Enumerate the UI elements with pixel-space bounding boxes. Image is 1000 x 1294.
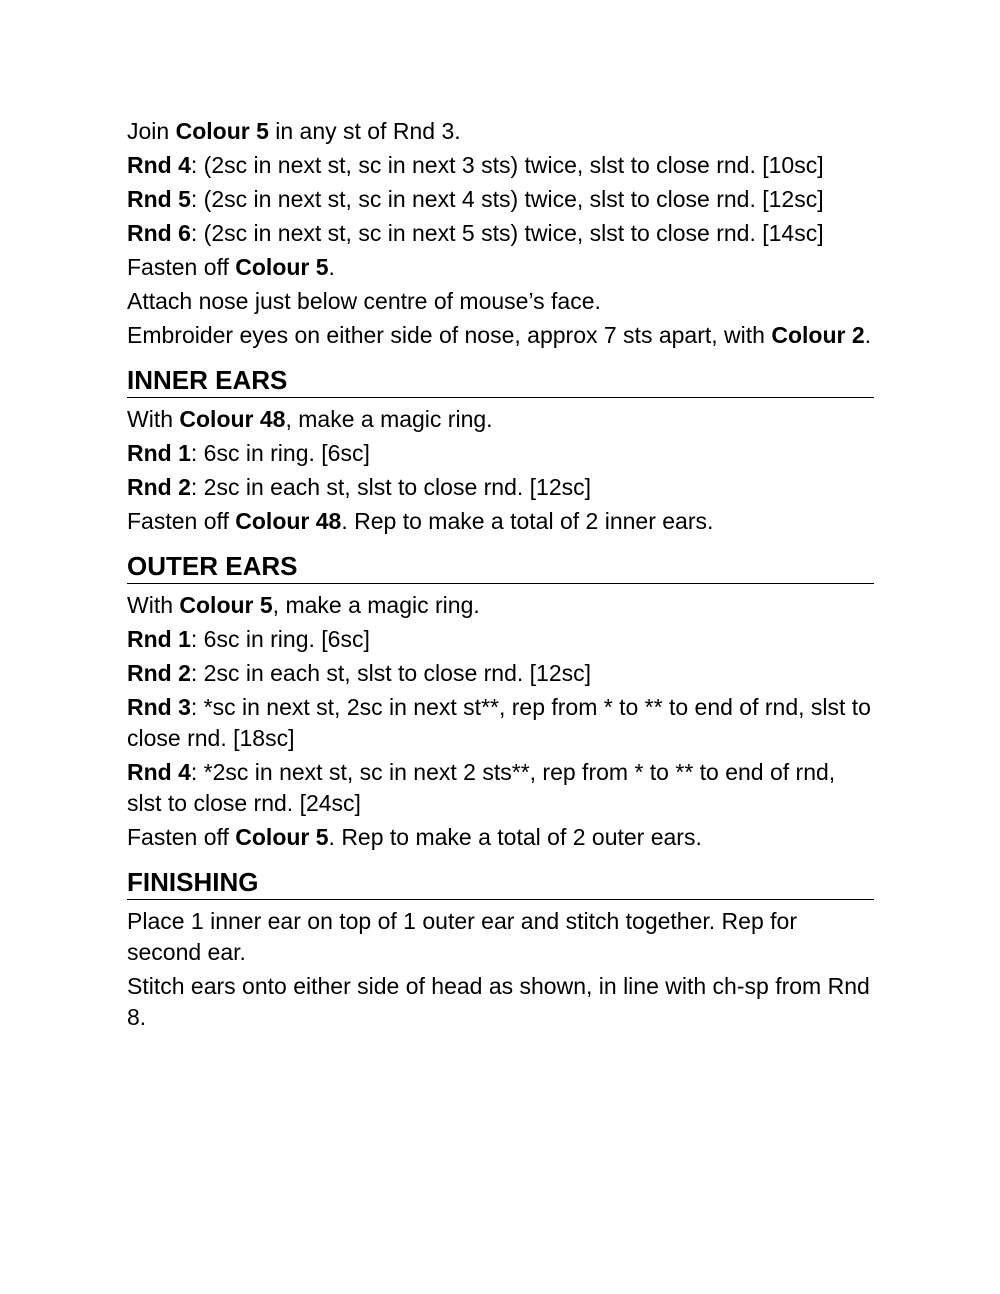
text-run: : *sc in next st, 2sc in next st**, rep from * to ** to end of rnd, slst to close rnd. [18sc] (127, 694, 871, 751)
text-run: Fasten off (127, 508, 236, 534)
bold-term: Rnd 4 (127, 759, 191, 785)
instruction-line (127, 438, 874, 469)
instruction-line (127, 150, 874, 181)
section-heading: INNER EARS (127, 365, 874, 398)
instruction-line (127, 252, 874, 283)
instruction-line (127, 971, 874, 1033)
intro-instructions (127, 116, 874, 351)
instruction-line (127, 624, 874, 655)
text-run: : 2sc in each st, slst to close rnd. [12sc] (190, 660, 592, 686)
bold-term: Colour 5 (235, 254, 329, 280)
text-run: , make a magic ring. (285, 406, 493, 432)
bold-term: Rnd 2 (127, 660, 191, 686)
bold-term: Colour 5 (175, 118, 269, 144)
bold-term: Rnd 6 (127, 220, 191, 246)
section-heading: OUTER EARS (127, 551, 874, 584)
text-run: With (127, 406, 180, 432)
text-run: : *2sc in next st, sc in next 2 sts**, rep from * to ** to end of rnd, slst to close rnd. [24sc] (127, 759, 836, 816)
text-run: : (2sc in next st, sc in next 5 sts) twice, slst to close rnd. [14sc] (190, 220, 824, 246)
bold-term: Colour 5 (179, 592, 273, 618)
text-run: , make a magic ring. (272, 592, 480, 618)
section-finishing (127, 867, 874, 1033)
text-run: With (127, 592, 180, 618)
instruction-line (127, 404, 874, 435)
text-run: : (2sc in next st, sc in next 4 sts) twice, slst to close rnd. [12sc] (190, 186, 824, 212)
text-run: . (864, 322, 872, 348)
instruction-line (127, 590, 874, 621)
section-body (127, 590, 874, 853)
bold-term: Colour 48 (179, 406, 286, 432)
section-body (127, 404, 874, 537)
bold-term: Rnd 4 (127, 152, 191, 178)
instruction-line (127, 757, 874, 819)
text-run: Attach nose just below centre of mouse’s face. (127, 288, 601, 314)
text-run: Embroider eyes on either side of nose, approx 7 sts apart, with (127, 322, 772, 348)
text-run: : (2sc in next st, sc in next 3 sts) twice, slst to close rnd. [10sc] (190, 152, 824, 178)
text-run: : 6sc in ring. [6sc] (190, 626, 370, 652)
text-run: Fasten off (127, 824, 236, 850)
instruction-line (127, 506, 874, 537)
instruction-line (127, 906, 874, 968)
bold-term: Colour 2 (771, 322, 865, 348)
bold-term: Rnd 2 (127, 474, 191, 500)
text-run: . (328, 254, 335, 280)
bold-term: Colour 48 (235, 508, 342, 534)
instruction-line (127, 116, 874, 147)
text-run: in any st of Rnd 3. (268, 118, 461, 144)
text-run: Stitch ears onto either side of head as shown, in line with ch-sp from Rnd 8. (127, 973, 870, 1030)
text-run: Join (127, 118, 176, 144)
section-heading: FINISHING (127, 867, 874, 900)
bold-term: Colour 5 (235, 824, 329, 850)
instruction-line (127, 184, 874, 215)
instruction-line (127, 822, 874, 853)
instruction-line (127, 320, 874, 351)
bold-term: Rnd 1 (127, 440, 191, 466)
text-run: . Rep to make a total of 2 inner ears. (341, 508, 714, 534)
bold-term: Rnd 5 (127, 186, 191, 212)
instruction-line (127, 658, 874, 689)
text-run: . Rep to make a total of 2 outer ears. (328, 824, 702, 850)
instruction-line (127, 286, 874, 317)
instruction-line (127, 472, 874, 503)
bold-term: Rnd 3 (127, 694, 191, 720)
pattern-sections (127, 365, 874, 1033)
text-run: Place 1 inner ear on top of 1 outer ear and stitch together. Rep for second ear. (127, 908, 797, 965)
bold-term: Rnd 1 (127, 626, 191, 652)
text-run: Fasten off (127, 254, 236, 280)
text-run: : 6sc in ring. [6sc] (190, 440, 370, 466)
text-run: : 2sc in each st, slst to close rnd. [12sc] (190, 474, 592, 500)
section-outer-ears (127, 551, 874, 853)
instruction-line (127, 692, 874, 754)
section-body (127, 906, 874, 1033)
document-page (127, 116, 874, 1036)
instruction-line (127, 218, 874, 249)
section-inner-ears (127, 365, 874, 537)
